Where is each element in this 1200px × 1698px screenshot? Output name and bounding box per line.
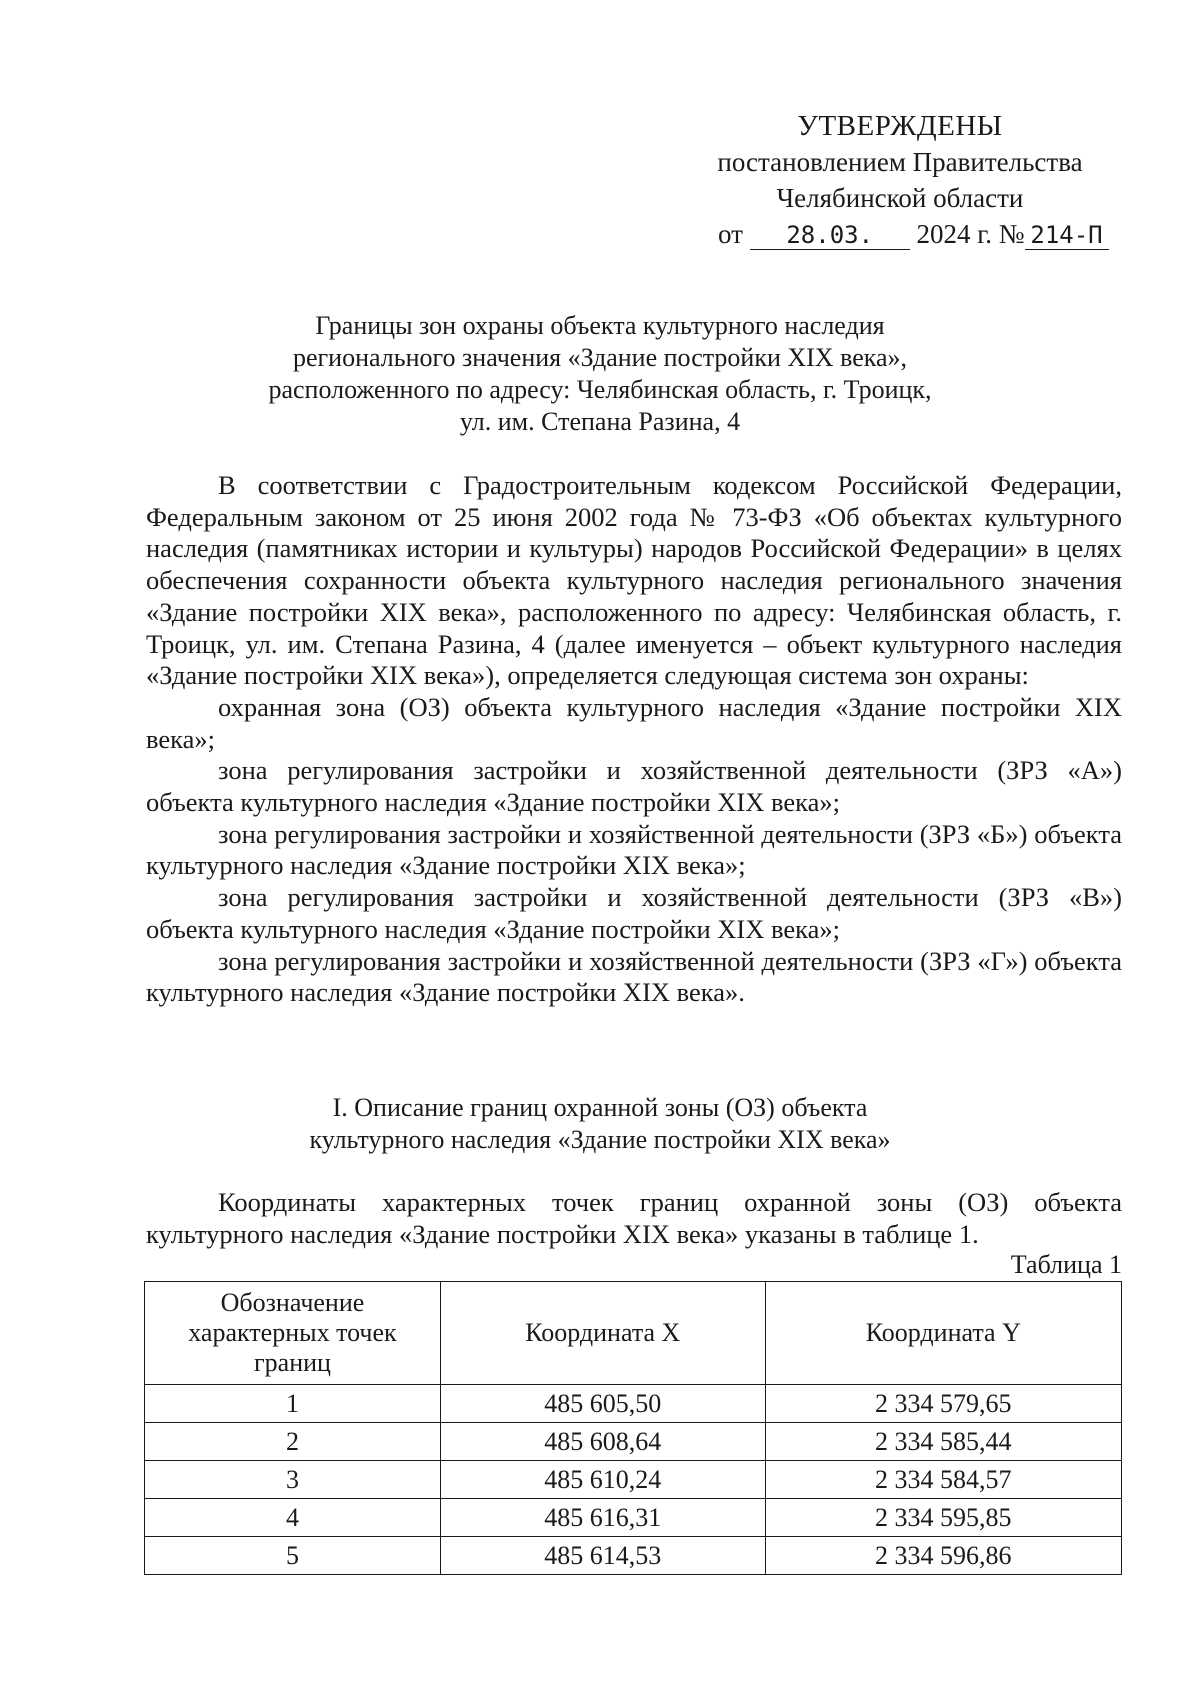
table-header-row [145,1282,1122,1385]
cell-point: 5 [145,1537,441,1575]
paragraph-zone-zrz-a: зона регулирования застройки и хозяйственной деятельности (ЗРЗ «А») объекта культурного наследия «Здание постройки XIX века»; [146,755,1122,818]
section-body [146,1186,1122,1250]
cell-x: 485 614,53 [440,1537,765,1575]
cell-y: 2 334 579,65 [765,1385,1121,1423]
cell-point: 2 [145,1423,441,1461]
title-line-1: Границы зон охраны объекта культурного наследия [315,311,885,340]
cell-x: 485 610,24 [440,1461,765,1499]
coordinates-table [144,1281,1122,1575]
header-points [145,1282,441,1385]
approval-block [700,108,1103,252]
table-row [145,1537,1122,1575]
header-points-line-3: границ [253,1348,331,1377]
cell-x: 485 605,50 [440,1385,765,1423]
title-line-4: ул. им. Степана Разина, 4 [459,407,741,436]
paragraph-coordinates: Координаты характерных точек границ охранной зоны (ОЗ) объекта культурного наследия «Здание постройки XIX века» указаны в таблице 1. [146,1187,1122,1249]
cell-x: 485 608,64 [440,1423,765,1461]
cell-point: 3 [145,1461,441,1499]
paragraph-zone-zrz-v: зона регулирования застройки и хозяйственной деятельности (ЗРЗ «В») объекта культурного наследия «Здание постройки XIX века»; [146,882,1122,944]
cell-y: 2 334 596,86 [765,1537,1121,1575]
cell-point: 4 [145,1499,441,1537]
table-row [145,1499,1122,1537]
header-y: Координата Y [765,1282,1121,1385]
cell-y: 2 334 584,57 [765,1461,1121,1499]
section-title-line-1: I. Описание границ охранной зоны (ОЗ) объекта [332,1093,868,1122]
paragraph-intro: В соответствии с Градостроительным кодексом Российской Федерации, Федеральным законом от 25 июня 2002 года № 73-ФЗ «Об объектах культурного наследия (памятниках истории и культуры) народов Российской Федерации» в целях обеспечения сохранности объекта культурного наследия регионального значения «Здание постройки XIX века», расположенного по адресу: Челябинская область, г. Троицк, ул. им. Степана Разина, 4 (далее именуется – объект культурного наследия «Здание постройки XIX века»), определяется следующая система зон охраны: [146,470,1122,691]
header-points-line-1: Обозначение [220,1288,365,1317]
header-points-line-2: характерных точек [188,1318,397,1347]
approval-title: УТВЕРЖДЕНЫ [797,110,1003,142]
paragraph-zone-oz: охранная зона (ОЗ) объекта культурного наследия «Здание постройки XIX века»; [146,691,1122,754]
approval-date-field: 28.03. [750,221,910,250]
title-line-2: регионального значения «Здание постройки XIX века», [292,343,908,372]
approval-dateline [700,216,1103,252]
title-line-3: расположенного по адресу: Челябинская область, г. Троицк, [268,375,932,404]
paragraph-zone-zrz-b: зона регулирования застройки и хозяйственной деятельности (ЗРЗ «Б») объекта культурного наследия «Здание постройки XIX века»; [146,818,1122,881]
table-row [145,1423,1122,1461]
cell-point: 1 [145,1385,441,1423]
table-label: Таблица 1 [1010,1250,1122,1279]
approval-year: 2024 г. № [916,219,1025,249]
approval-from: от [718,219,743,249]
section-title [150,1092,1050,1156]
cell-y: 2 334 585,44 [765,1423,1121,1461]
table-row [145,1385,1122,1423]
table-row [145,1461,1122,1499]
document-title [150,310,1050,438]
cell-x: 485 616,31 [440,1499,765,1537]
paragraph-zone-zrz-g: зона регулирования застройки и хозяйственной деятельности (ЗРЗ «Г») объекта культурного наследия «Здание постройки XIX века». [146,945,1122,1008]
document-body [146,470,1122,1009]
approval-line-2: Челябинской области [776,183,1024,213]
section-title-line-2: культурного наследия «Здание постройки XIX века» [309,1125,891,1154]
cell-y: 2 334 595,85 [765,1499,1121,1537]
header-x: Координата X [440,1282,765,1385]
approval-line-1: постановлением Правительства [717,147,1083,177]
approval-number-field: 214-П [1025,221,1109,250]
